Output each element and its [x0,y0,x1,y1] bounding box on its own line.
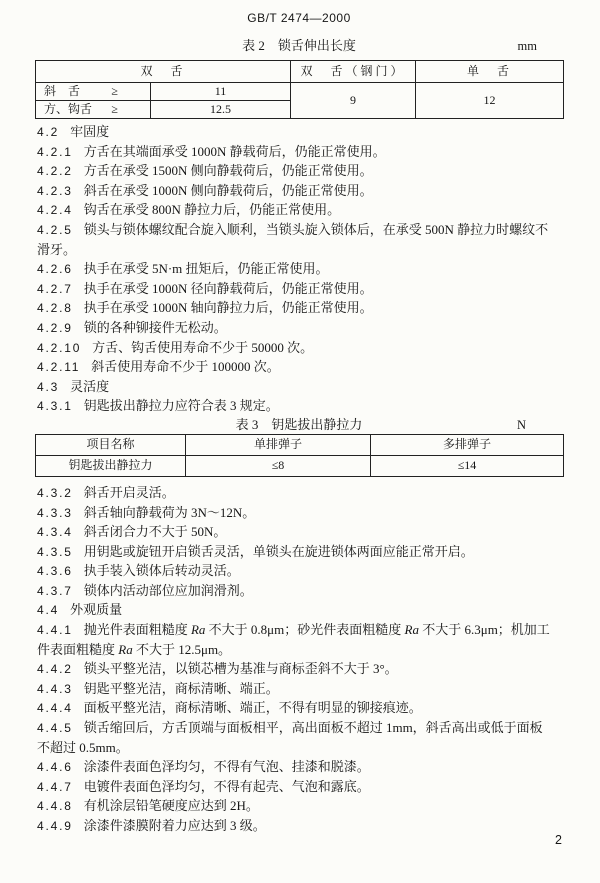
header-single-latch: 单 舌 [416,61,564,83]
clause-4-2-2 [35,161,563,181]
clauses-4-3-2-to-4-4-9 [35,483,563,836]
clause-text: 锁体内活动部位应加润滑剂。 [83,582,253,598]
clause-number: 4.2.6 [37,262,73,277]
clause-number: 4.4.5 [37,721,73,736]
clause-4-3-7 [35,581,563,601]
clause-text: 件表面粗糙度 Ra 不大于 12.5μm。 [37,641,232,657]
clause-4-2-11 [35,357,563,377]
table-2-unit: mm [517,39,537,53]
clause-text: 锁头与锁体螺纹配合旋入顺利，当锁头旋入锁体后，在承受 500N 静拉力时螺纹不 [83,221,549,237]
clause-number: 4.2.3 [37,183,73,198]
clause-number: 4.2.9 [37,320,73,335]
cell-double-value: 12.5 [151,101,291,119]
clause-4-2-6 [35,259,563,279]
section-title: 灵活度 [70,378,110,394]
clause-text: 方舌在其端面承受 1000N 静载荷后，仍能正常使用。 [83,143,386,159]
clause-number: 4.4.1 [37,623,73,638]
cell-multi-row-value: ≤14 [371,455,564,476]
clause-4-2-8 [35,298,563,318]
header-multi-row-pins: 多排弹子 [371,434,564,455]
clause-number: 4.3.2 [37,485,73,500]
section-title: 牢固度 [70,124,110,139]
clause-4-4-5 [35,718,563,738]
table-2-title: 表 2 锁舌伸出长度 [242,38,356,53]
clause-text: 有机涂层铅笔硬度应达到 2H。 [83,798,259,814]
clause-number: 4.4.7 [37,779,73,794]
clause-text: 钥匙平整光洁，商标清晰、端正。 [83,680,279,696]
clause-number: 4.2.10 [37,340,82,355]
row-label-operator: ≥ [111,102,118,116]
clause-4-2-10 [35,338,563,358]
cell-double-value: 11 [151,83,291,101]
clause-text: 涂漆件表面色泽均匀，不得有气泡、挂漆和脱漆。 [83,759,370,775]
clause-4-3-1 [35,396,563,416]
clause-text: 用钥匙或旋钮开启锁舌灵活，单锁头在旋进锁体两面应能正常开启。 [83,543,474,559]
clause-4-2-7 [35,279,563,299]
header-item-name: 项目名称 [36,434,186,455]
cell-single-row-value: ≤8 [186,455,371,476]
clause-number: 4.4.8 [37,799,73,814]
section-heading-4-4 [35,600,563,620]
clause-text: 锁舌缩回后，方舌顶端与面板相平，高出面板不超过 1mm，斜舌高出或低于面板 [83,720,543,736]
clause-4-4-1 [35,620,563,640]
clause-4-3-3 [35,503,563,523]
clause-text: 斜舌轴向静载荷为 3N～12N。 [83,504,256,520]
clause-text: 方舌在承受 1500N 侧向静载荷后，仍能正常使用。 [83,163,373,179]
clause-text: 涂漆件漆膜附着力应达到 3 级。 [83,818,266,833]
row-label-text: 方、钩舌 [44,102,93,116]
clause-number: 4.4.4 [37,701,73,716]
clause-4-4-8 [35,796,563,816]
header-double-latch-steel-door: 双 舌（钢门） [291,61,416,83]
table-3-header-row [36,434,564,455]
clause-4-3-6 [35,561,563,581]
clauses-4-2-to-4-3-1 [35,122,563,416]
clause-4-4-3 [35,679,563,699]
clause-4-3-5 [35,542,563,562]
page-content [35,0,563,836]
clause-number: 4.2.2 [37,164,73,179]
clause-number: 4.2.7 [37,281,73,296]
row-label-key-withdrawal-force: 钥匙拔出静拉力 [36,455,186,476]
clause-text: 锁头平整光洁，以锁芯槽为基准与商标歪斜不大于 3°。 [83,661,398,677]
clause-number: 4.2.4 [37,203,73,218]
cell-double-steel-value: 9 [291,83,416,119]
clause-4-2-4 [35,200,563,220]
clause-text: 滑牙。 [37,241,77,257]
row-label-text: 斜 舌 [44,84,81,98]
clause-4-4-5-continuation [35,738,563,758]
clause-number: 4.2.11 [37,360,81,375]
row-label-square-hook-latch [36,101,151,119]
clause-4-4-7 [35,777,563,797]
standard-number-header: GB/T 2474—2000 [247,11,351,25]
clause-text: 锁的各种铆接件无松动。 [83,319,227,335]
clause-text: 斜舌闭合力不大于 50N。 [83,524,227,540]
row-label-slant-latch [36,83,151,101]
clause-4-4-1-continuation [35,640,563,660]
clause-text: 面板平整光洁，商标清晰、端正，不得有明显的铆接痕迹。 [83,700,422,716]
clause-number: 4.2.8 [37,301,73,316]
clause-number: 4.3 [37,379,60,394]
clause-text: 斜舌开启灵活。 [83,484,175,500]
clause-number: 4.2.1 [37,144,73,159]
table-3-unit: N [516,417,526,432]
clause-text: 斜舌使用寿命不少于 100000 次。 [91,359,280,375]
clause-text: 执手装入锁体后转动灵活。 [83,563,240,579]
clause-number: 4.3.1 [37,399,73,414]
clause-text: 电镀件表面色泽均匀，不得有起壳、气泡和露底。 [83,778,370,794]
table-2-header-row [36,61,564,83]
clause-4-4-9 [35,816,563,836]
clause-number: 4.4.9 [37,819,73,833]
table-3-title: 表 3 钥匙拔出静拉力 [235,416,363,432]
cell-single-value: 12 [416,83,564,119]
clause-4-2-5 [35,220,563,240]
clause-4-4-2 [35,659,563,679]
clause-text: 斜舌在承受 1000N 侧向静载荷后，仍能正常使用。 [83,182,373,198]
clause-number: 4.2 [37,125,60,139]
clause-number: 4.3.3 [37,505,73,520]
clause-4-3-2 [35,483,563,503]
roughness-symbol: Ra [118,641,133,657]
table-2-caption [35,38,563,54]
section-title: 外观质量 [70,602,123,618]
clause-4-2-9 [35,318,563,338]
clause-number: 4.3.6 [37,564,73,579]
clause-number: 4.3.5 [37,544,73,559]
clause-4-2-3 [35,181,563,201]
table-row [36,455,564,476]
roughness-symbol: Ra [190,622,206,638]
clause-text: 执手在承受 1000N 径向静载荷后，仍能正常使用。 [83,280,373,296]
table-row [36,83,564,101]
page-number: 2 [555,833,562,847]
section-heading-4-3 [35,377,563,397]
clause-number: 4.4.3 [37,681,73,696]
clause-text: 不超过 0.5mm。 [37,739,129,755]
header-single-row-pins: 单排弹子 [186,434,371,455]
clause-4-2-1 [35,142,563,162]
clause-number: 4.4.2 [37,662,73,677]
header-double-latch: 双 舌 [36,61,291,83]
clause-number: 4.4.6 [37,760,73,775]
clause-text: 钩舌在承受 800N 静拉力后，仍能正常使用。 [83,202,341,218]
clause-4-3-4 [35,522,563,542]
table-3-caption [35,417,563,433]
table-3-key-withdrawal-force [35,434,564,477]
clause-4-4-6 [35,757,563,777]
clause-4-4-4 [35,698,563,718]
clause-text: 钥匙拔出静拉力应符合表 3 规定。 [83,398,279,414]
clause-text: 执手在承受 5N·m 扭矩后，仍能正常使用。 [83,261,329,277]
clause-4-2-5-continuation [35,240,563,260]
clause-number: 4.4 [37,603,60,618]
clause-text: 抛光件表面粗糙度 Ra 不大于 0.8μm；砂光件表面粗糙度 Ra 不大于 6.3μm；机加工 [83,622,550,638]
clause-text: 执手在承受 1000N 轴向静拉力后，仍能正常使用。 [83,300,373,316]
clause-text: 方舌、钩舌使用寿命不少于 50000 次。 [92,339,314,355]
clause-number: 4.3.7 [37,583,73,598]
section-heading-4-2 [35,122,563,142]
table-2-latch-projection [35,60,564,119]
roughness-symbol: Ra [404,622,419,638]
clause-number: 4.3.4 [37,525,73,540]
clause-number: 4.2.5 [37,222,73,237]
row-label-operator: ≥ [111,84,118,98]
